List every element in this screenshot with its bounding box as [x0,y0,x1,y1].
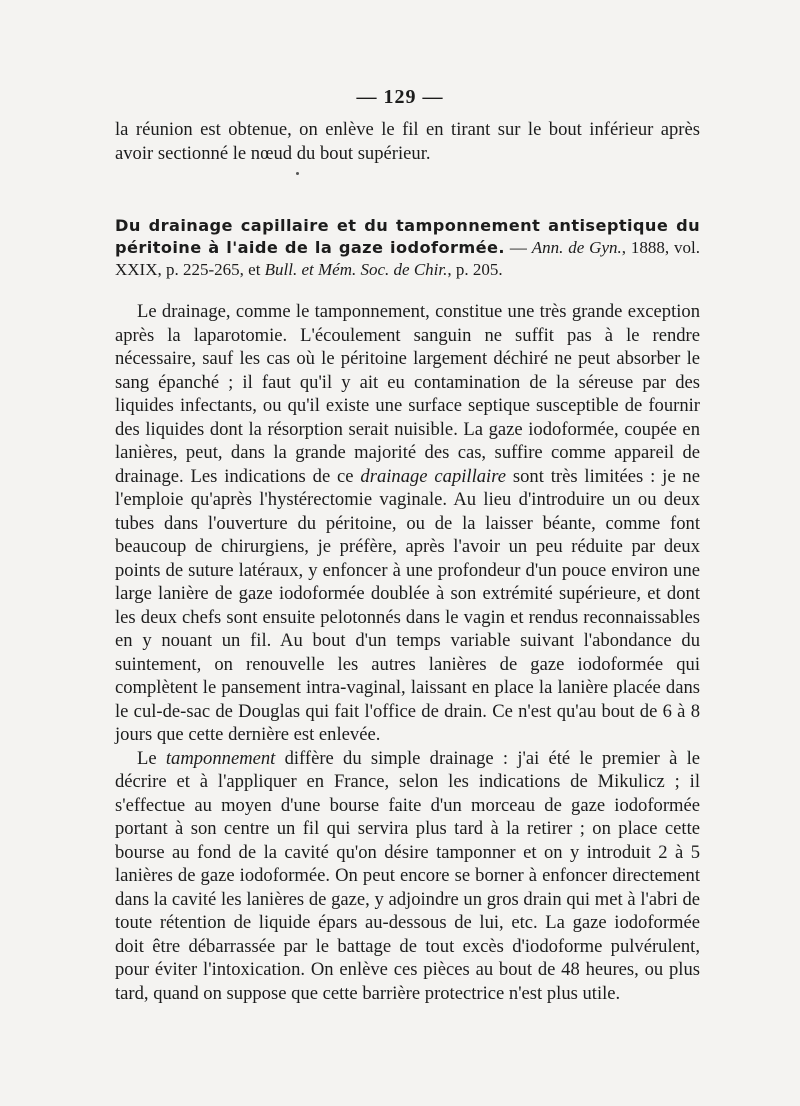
paragraph-drainage [115,300,700,747]
paragraph-tamponnement-part-1: Le [137,747,166,769]
drainage-capillaire-emphasis: drainage capillaire [360,465,507,487]
heading-citation-2: , p. 205. [447,260,503,279]
heading-title: Du drainage capillaire et du tamponnement antiseptique du péritoine à l'aide de la gaze iodoformée. [115,216,700,257]
paragraph-drainage-part-1: Le drainage, comme le tamponnement, constitue une très grande exception après la laparotomie. L'écoulement sanguin ne suffit pas à le rendre nécessaire, sauf les cas où le péritoine largement déchiré ne peut absorber le sang épanché ; il faut qu'il y ait eu contamination de la séreuse par des liquides infectants, ou qu'il existe une surface septique susceptible de fournir des liquides dont la résorption serait nuisible. La gaze iodoformée, coupée en lanières, peut, dans la grande majorité des cas, suffire comme appareil de drainage. Les indications de ce [115,301,700,487]
heading-dash: — [504,238,532,257]
paragraph-tamponnement [115,747,700,1006]
heading-citation-1: , 1888, vol. XXIX, p. 225-265, et [115,238,701,279]
intro-paragraph: la réunion est obtenue, on enlève le fil en tirant sur le bout inférieur après avoir sectionné le nœud du bout supérieur. [115,119,700,164]
paragraph-tamponnement-part-2: diffère du simple drainage : j'ai été le premier à le décrire et à l'appliquer en France, selon les indications de Mikulicz ; il s'effectue au moyen d'une bourse faite d'un morceau de gaze iodoformée portant à son centre un fil qui servira plus tard à la retirer ; on place cette bourse au fond de la cavité qu'on désire tamponner et on y introduit 2 à 5 lanières de gaze iodoformée. On peut encore se borner à enfoncer directement dans la cavité les lanières de gaze, y adjoindre un gros drain qui met à l'abri de toute rétention de liquide épars au-dessous de lui, etc. La gaze iodoformée doit être débarrassée par le battage de tout excès d'iodoforme pulvérulent, pour éviter l'intoxication. On enlève ces pièces au bout de 48 heures, ou plus tard, quand on suppose que cette barrière protectrice n'est plus utile. [115,747,701,1004]
body-text [115,300,700,1005]
section-heading [115,215,700,281]
heading-bulletin: Bull. et Mém. Soc. de Chir. [264,260,448,279]
page-number: — 129 — [356,86,444,108]
paragraph-drainage-part-2: sont très limitées : je ne l'emploie qu'après l'hystérectomie vaginale. Au lieu d'introduire un ou deux tubes dans l'ouverture du péritoine, ou de la laisser béante, comme font beaucoup de chirurgiens, je préfère, après l'avoir un peu réduite par deux points de suture latéraux, y enfoncer à une profondeur d'un pouce environ une large lanière de gaze iodoformée doublée à son extrémité supérieure, et dont les deux chefs sont ensuite pelotonnés dans le vagin et rendus reconnaissables en y nouant un fil. Au bout d'un temps variable suivant l'abondance du suintement, on renouvelle les autres lanières de gaze iodoformée qui complètent le pansement intra-vaginal, laissant en place la lanière placée dans le cul-de-sac de Douglas qui fait l'office de drain. Ce n'est qu'au bout de 6 à 8 jours que cette dernière est enlevée. [115,465,700,745]
heading-journal: Ann. de Gyn. [531,238,622,257]
stray-mark [296,172,299,175]
tamponnement-emphasis: tamponnement [165,747,276,769]
